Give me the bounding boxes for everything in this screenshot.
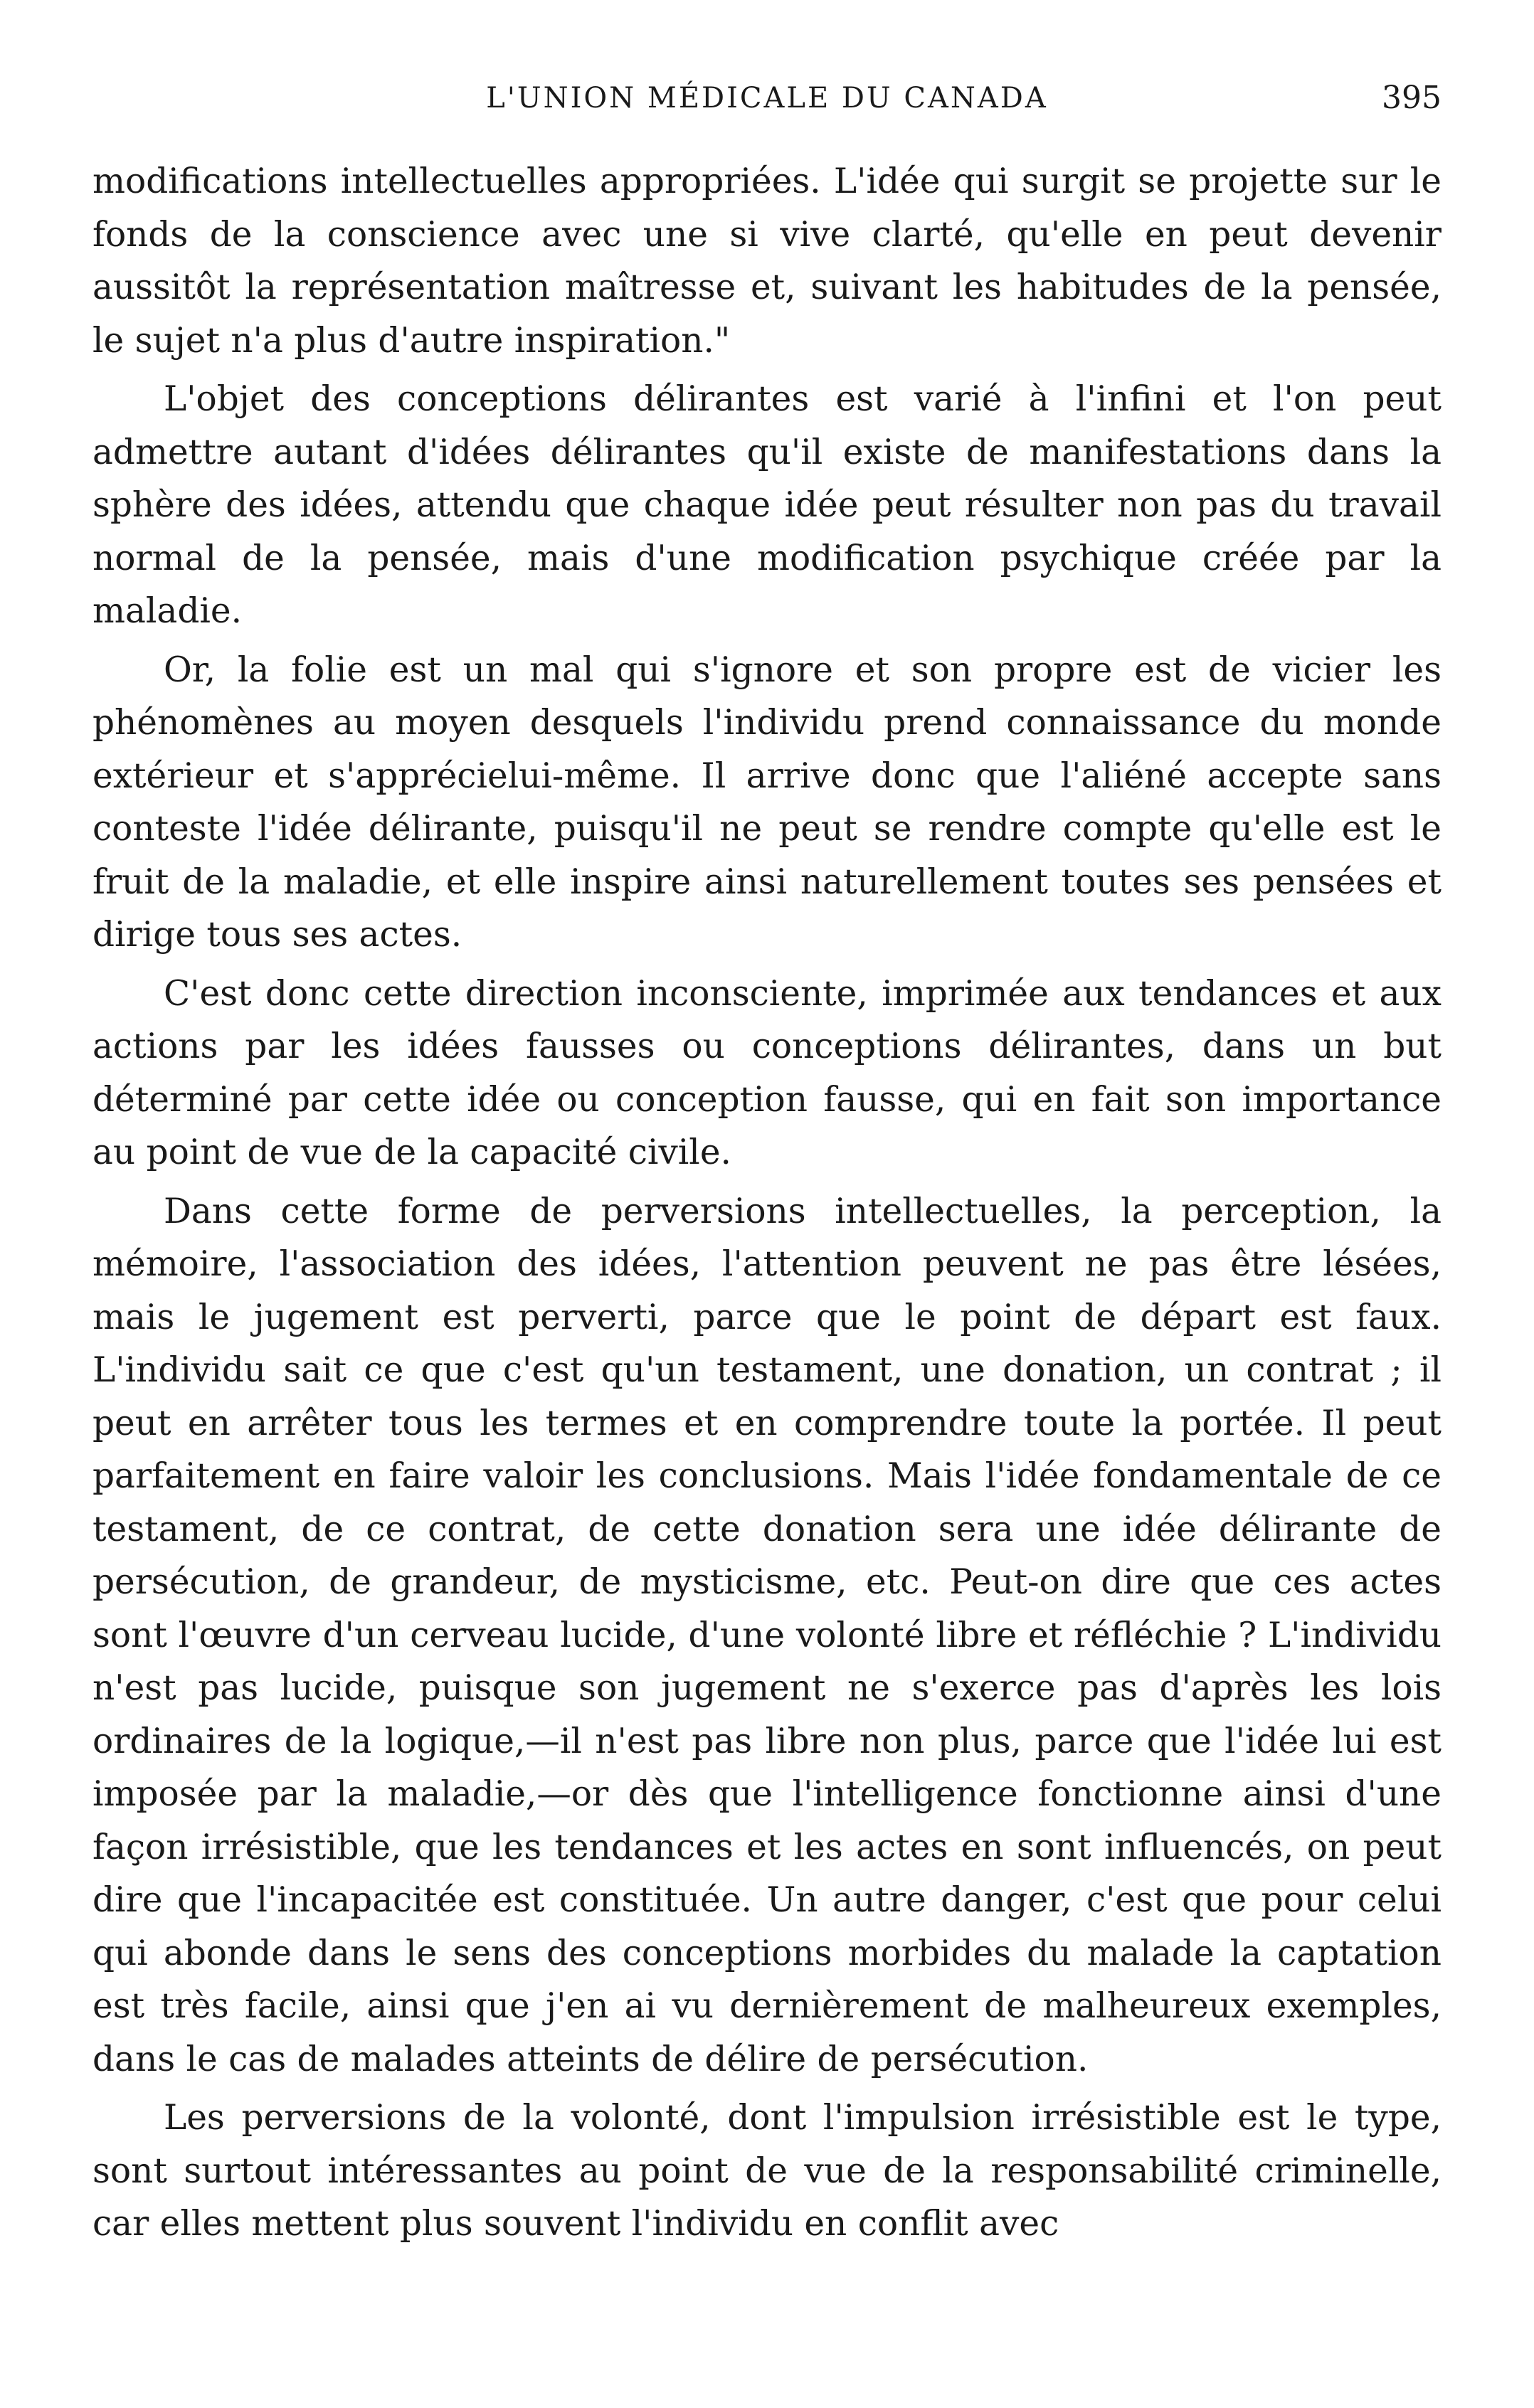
- running-header: [92, 77, 1442, 120]
- body-text: [92, 155, 1442, 2256]
- paragraph-2: L'objet des conceptions délirantes est varié à l'infini et l'on peut admettre autant d'idées délirantes qu'il existe de manifestations dans la sphère des idées, attendu que chaque idée peut résulter non pas du travail normal de la pensée, mais d'une modification psychique créée par la maladie.: [92, 379, 1442, 631]
- paragraph-5: Dans cette forme de perversions intellectuelles, la perception, la mémoire, l'association des idées, l'attention peuvent ne pas être lésées, mais le jugement est perverti, parce que le point de départ est faux. L'individu sait ce que c'est qu'un testament, une donation, un contrat ; il peut en arrêter tous les termes et en comprendre toute la portée. Il peut parfaitement en faire valoir les conclusions. Mais l'idée fondamentale de ce testament, de ce contrat, de cette donation sera une idée délirante de persécution, de grandeur, de mysticisme, etc. Peut-on dire que ces actes sont l'œuvre d'un cerveau lucide, d'une volonté libre et réfléchie ? L'individu n'est pas lucide, puisque son jugement ne s'exerce pas d'après les lois ordinaires de la logique,—il n'est pas libre non plus, parce que l'idée lui est imposée par la maladie,—or dès que l'intelligence fonctionne ainsi d'une façon irrésistible, que les tendances et les actes en sont influencés, on peut dire que l'incapacitée est constituée. Un autre danger, c'est que pour celui qui abonde dans le sens des conceptions morbides du malade la captation est très facile, ainsi que j'en ai vu dernièrement de malheureux exemples, dans le cas de malades atteints de délire de persécution.: [92, 1191, 1442, 2079]
- paragraph-6: Les perversions de la volonté, dont l'impulsion irrésistible est le type, sont surtout intéressantes au point de vue de la responsabilité criminelle, car elles mettent plus souvent l'individu en conflit avec: [92, 2098, 1442, 2244]
- journal-title: L'UNION MÉDICALE DU CANADA: [486, 82, 1048, 115]
- paragraph-1: modifications intellectuelles appropriées. L'idée qui surgit se projette sur le fonds de la conscience avec une si vive clarté, qu'elle en peut devenir aussitôt la représentation maîtresse et, suivant les habitudes de la pensée, le sujet n'a plus d'autre inspiration.": [92, 161, 1442, 361]
- paragraph-4: C'est donc cette direction inconsciente, imprimée aux tendances et aux actions par les idées fausses ou conceptions délirantes, dans un but déterminé par cette idée ou conception fausse, qui en fait son importance au point de vue de la capacité civile.: [92, 973, 1442, 1172]
- paragraph-3: Or, la folie est un mal qui s'ignore et son propre est de vicier les phénomènes au moyen desquels l'individu prend connaissance du monde extérieur et s'apprécielui-même. Il arrive donc que l'aliéné accepte sans conteste l'idée délirante, puisqu'il ne peut se rendre compte qu'elle est le fruit de la maladie, et elle inspire ainsi naturellement toutes ses pensées et dirige tous ses actes.: [92, 649, 1442, 955]
- page-number: 395: [1382, 80, 1442, 116]
